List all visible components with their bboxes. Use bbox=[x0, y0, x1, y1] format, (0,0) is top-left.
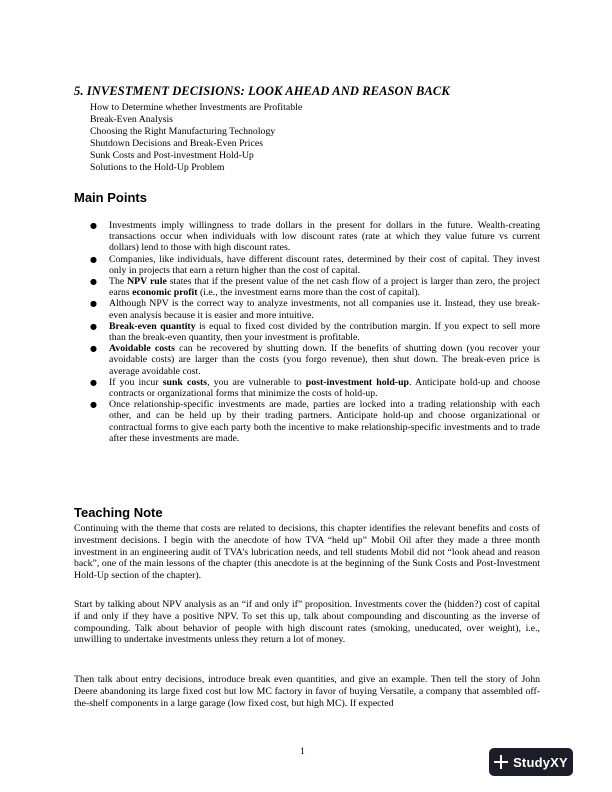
teaching-note-paragraph: Continuing with the theme that costs are related to decisions, this chapter identifies the relevant benefits and costs of investment decisions. I begin with the anecdote of how TVA “held up” Mobil Oil after they made a three month investment in an engineering audit of TVA’s lubrication needs, and tell students Mobil did not “look ahead and reason back”, one of the main lessons of the chapter (this anecdote is at the beginning of the Sunk Costs and Post-Investment Hold-Up section of the chapter). bbox=[74, 523, 540, 582]
main-point-item bbox=[90, 377, 540, 399]
plus-icon bbox=[494, 755, 508, 769]
teaching-note-paragraph: Start by talking about NPV analysis as an “if and only if” proposition. Investments cover the (hidden?) cost of capital if and only if they have a positive NPV. To set this up, talk about compounding and discounting as the inverse of compounding. Talk about behavior of people with high discount rates (smoking, uneducated, over weight), i.e., unwilling to undertake investments unless they return a lot of money. bbox=[74, 599, 540, 646]
topic-item: How to Determine whether Investments are Profitable bbox=[90, 102, 303, 113]
studyxy-logo[interactable] bbox=[489, 748, 573, 776]
text-run: . Anticipate hold-up and choose contracts or organizational forms that minimize the costs of hold-up. bbox=[109, 376, 540, 400]
logo-text: StudyXY bbox=[513, 754, 568, 770]
text-run: states that if the present value of the net cash flow of a project is larger than zero, the project earns bbox=[109, 276, 540, 299]
topic-item: Break-Even Analysis bbox=[90, 114, 173, 126]
text-run: is equal to fixed cost divided by the contribution margin. If you expect to sell more than the break-even quantity, then your investment is profitable. bbox=[109, 320, 540, 344]
page-number: 1 bbox=[300, 746, 305, 757]
main-points-list bbox=[90, 220, 540, 444]
main-point-item bbox=[90, 343, 540, 377]
topic-item: Solutions to the Hold-Up Problem bbox=[90, 162, 225, 174]
bold-term: NPV rule bbox=[127, 276, 167, 288]
text-run: Investments imply willingness to trade dollars in the present for dollars in the future. Wealth-creating transactions occur when individuals with low discount rates (rate at which they value future vs current dollars) lend to those with high discount rates. bbox=[109, 220, 540, 254]
bullet-icon: ● bbox=[90, 377, 97, 387]
text-run: The bbox=[109, 276, 128, 288]
bullet-icon: ● bbox=[90, 277, 97, 287]
text-run: , you are vulnerable to bbox=[207, 376, 306, 388]
bold-term: Avoidable costs bbox=[109, 343, 175, 355]
text-run: Companies, like individuals, have different discount rates, determined by their cost of capital. They invest only in projects that earn a return higher than the cost of capital. bbox=[109, 253, 540, 276]
chapter-title: 5. INVESTMENT DECISIONS: LOOK AHEAD AND REASON BACK bbox=[74, 84, 450, 98]
teaching-note-paragraph: Then talk about entry decisions, introduce break even quantities, and give an example. Then tell the story of John Deere abandoning its large fixed cost but low MC factory in favor of buying Versatile, a company that assembled off-the-shelf components in a large garage (low fixed cost, but high MC). If expected bbox=[74, 674, 540, 709]
topic-item: Sunk Costs and Post-investment Hold-Up bbox=[90, 150, 254, 162]
bold-term: post-investment hold-up bbox=[305, 376, 409, 388]
bullet-icon: ● bbox=[90, 221, 97, 230]
text-run: If you incur bbox=[109, 376, 163, 388]
main-point-item bbox=[90, 399, 540, 444]
main-point-item bbox=[90, 321, 540, 343]
bullet-icon: ● bbox=[90, 344, 97, 354]
text-run: Although NPV is the correct way to analyze investments, not all companies use it. Instead, they use break-even analysis because it is easier and more intuitive. bbox=[109, 298, 540, 321]
bold-term: sunk costs bbox=[162, 376, 208, 388]
text-run: can be recovered by shutting down. If the benefits of shutting down (you recover your avoidable costs) are larger than the costs (you forgo revenue), then shut down. The break-even price is average avoidable cost. bbox=[109, 343, 540, 377]
bullet-icon: ● bbox=[90, 254, 97, 264]
bullet-icon: ● bbox=[90, 400, 97, 410]
bold-term: economic profit bbox=[132, 287, 198, 299]
bold-term: Break-even quantity bbox=[109, 320, 196, 332]
bullet-icon: ● bbox=[90, 299, 97, 309]
bullet-icon: ● bbox=[90, 321, 97, 331]
main-point-item bbox=[90, 276, 540, 298]
text-run: (i.e., the investment earns more than the cost of capital). bbox=[197, 287, 421, 299]
main-point-item bbox=[90, 254, 540, 276]
topic-list bbox=[90, 102, 302, 175]
main-points-heading: Main Points bbox=[74, 190, 147, 205]
main-point-item bbox=[90, 298, 540, 320]
main-point-item bbox=[90, 220, 540, 254]
teaching-note-heading: Teaching Note bbox=[74, 505, 163, 520]
topic-item: Choosing the Right Manufacturing Technology bbox=[90, 126, 276, 138]
text-run: Once relationship-specific investments are made, parties are locked into a trading relationship with each other, and can be held up by their trading partners. Anticipate hold-up and choose organizational or contractual forms to give each party both the incentive to make relationship-specific investments and to trade after these investments are made. bbox=[109, 399, 540, 444]
topic-item: Shutdown Decisions and Break-Even Prices bbox=[90, 138, 264, 150]
